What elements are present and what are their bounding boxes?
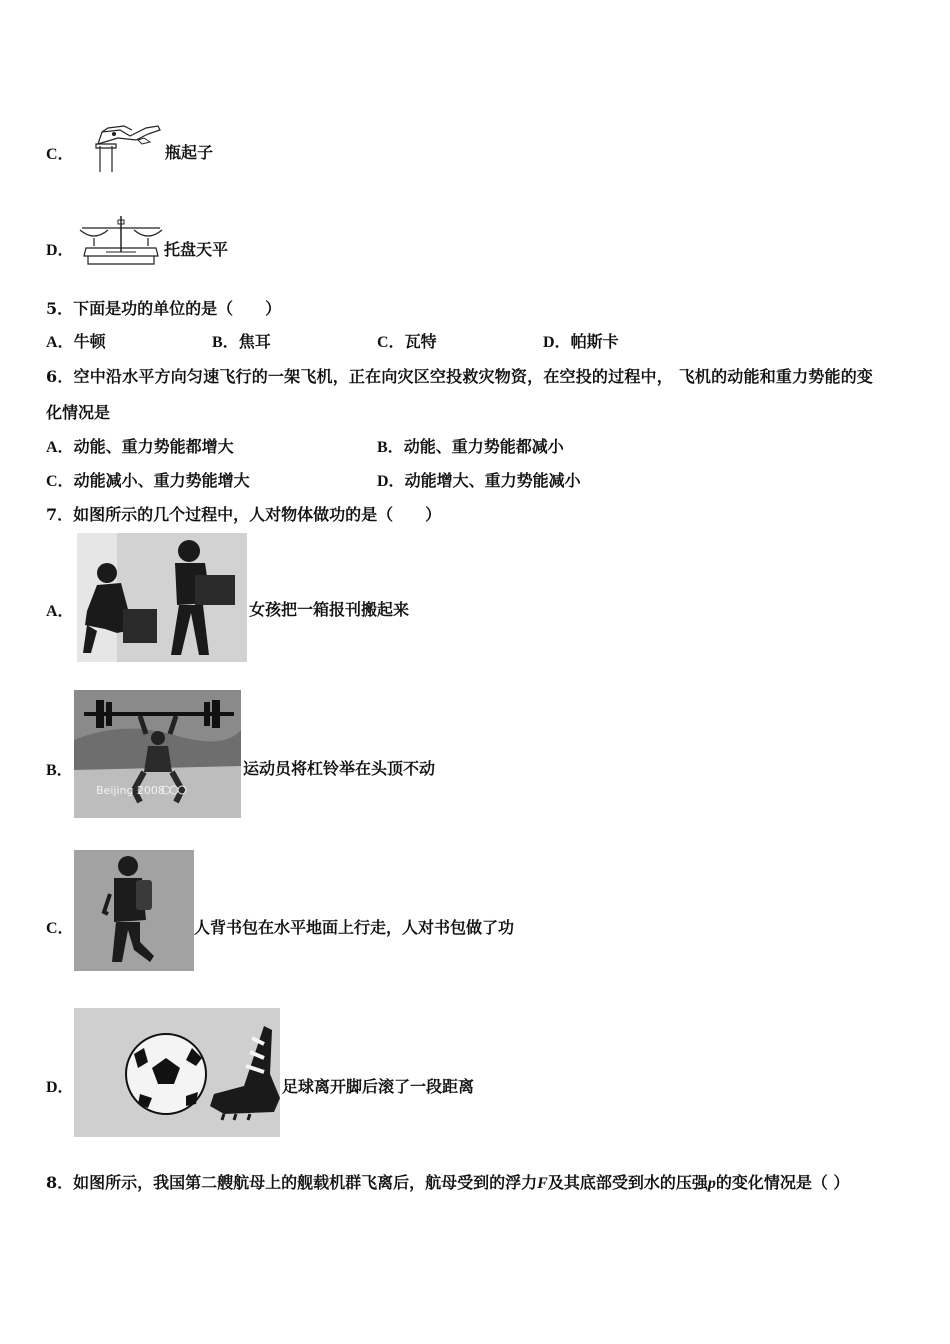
option-letter: C． (46, 473, 74, 490)
q7-option-b-text: 运动员将杠铃举在头顶不动 (243, 759, 436, 778)
girl-lifting-box-photo (77, 533, 247, 662)
balance-scale-icon (78, 212, 164, 268)
q4-option-d-text: 托盘天平 (164, 240, 229, 259)
q7-option-a-letter: A． (46, 603, 74, 620)
q8-var-p: p (707, 1175, 716, 1192)
q8-stem (46, 1170, 849, 1193)
q4-option-d-letter: D． (46, 242, 74, 259)
option-text: 动能、重力势能都减小 (403, 437, 564, 456)
q6-option-a[interactable] (46, 434, 234, 457)
q5-option-d[interactable] (543, 329, 619, 352)
q8-stem-post: 的变化情况是（ ） (715, 1173, 850, 1192)
soccer-ball-kick-photo (74, 1008, 280, 1137)
q7-option-d-letter: D． (46, 1079, 74, 1096)
q6-stem-line2: 化情况是 (46, 403, 111, 422)
q5-option-c[interactable] (377, 329, 437, 352)
q6-option-b[interactable] (377, 434, 564, 457)
q7-option-b-letter: B． (46, 762, 73, 779)
bottle-opener-icon (90, 118, 162, 176)
q7-stem: 7．如图所示的几个过程中，人对物体做功的是（ ） (46, 505, 442, 524)
option-text: 瓦特 (404, 332, 437, 351)
option-letter: D． (543, 334, 571, 351)
q4-option-c-letter: C． (46, 146, 74, 163)
option-text: 焦耳 (238, 332, 271, 351)
option-letter: D． (377, 473, 405, 490)
option-letter: A． (46, 439, 74, 456)
q8-stem-mid: 及其底部受到水的压强 (547, 1173, 708, 1192)
q7-option-d-text: 足球离开脚后滚了一段距离 (282, 1077, 475, 1096)
option-text: 帕斯卡 (570, 332, 619, 351)
q8-stem-pre: 8．如图所示，我国第二艘航母上的舰载机群飞离后，航母受到的浮力 (46, 1173, 538, 1192)
q7-option-c-text: 人背书包在水平地面上行走，人对书包做了功 (194, 918, 515, 937)
option-letter: B． (377, 439, 404, 456)
option-letter: C． (377, 334, 405, 351)
q5-option-b[interactable] (212, 329, 271, 352)
option-text: 动能增大、重力势能减小 (404, 471, 581, 490)
person-with-backpack-photo (74, 850, 194, 971)
q6-stem-line1: 6．空中沿水平方向匀速飞行的一架飞机，正在向灾区空投救灾物资，在空投的过程中， 飞机的动能和重力势能的变 (46, 367, 874, 386)
option-text: 动能减小、重力势能增大 (73, 471, 250, 490)
svg-text:Beijing 2008: Beijing 2008 (96, 784, 165, 797)
q8-var-f: F (537, 1175, 548, 1192)
q5-stem: 5．下面是功的单位的是（ ） (46, 299, 282, 318)
q4-option-c-text: 瓶起子 (165, 143, 214, 162)
option-letter: B． (212, 334, 239, 351)
weightlifter-photo (74, 690, 241, 818)
q6-option-d[interactable] (377, 468, 581, 491)
q5-option-a[interactable] (46, 329, 106, 352)
q6-option-c[interactable] (46, 468, 250, 491)
option-text: 牛顿 (73, 332, 106, 351)
option-text: 动能、重力势能都增大 (73, 437, 234, 456)
option-letter: A． (46, 334, 74, 351)
q7-option-c-letter: C． (46, 920, 74, 937)
q7-option-a-text: 女孩把一箱报刊搬起来 (249, 600, 410, 619)
